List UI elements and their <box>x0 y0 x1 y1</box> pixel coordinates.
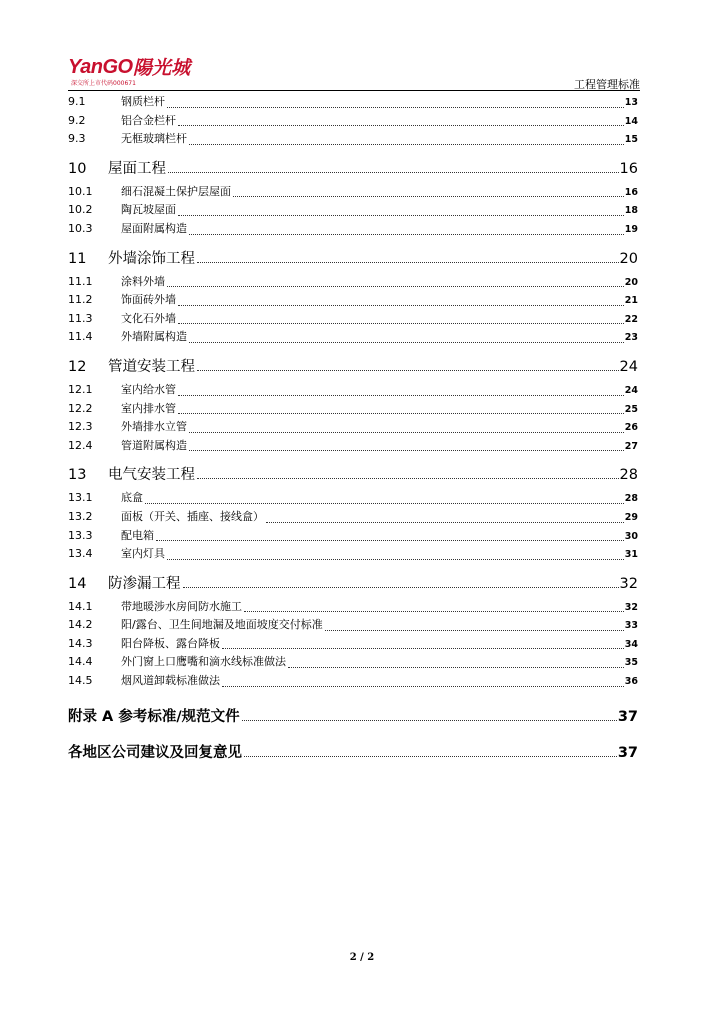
toc-entry-number: 10 <box>68 160 87 177</box>
toc-entry-page: 14 <box>624 115 638 127</box>
header-rule <box>68 90 640 91</box>
toc-entry-page: 37 <box>617 744 638 761</box>
toc-dot-leader <box>178 201 624 220</box>
toc-subsection-entry[interactable] <box>68 489 638 508</box>
toc-entry-title: 涂料外墙 <box>121 274 165 288</box>
toc-entry-number: 12.2 <box>68 401 93 415</box>
toc-entry-page: 26 <box>624 422 638 434</box>
toc-entry-title: 管道安装工程 <box>108 358 195 375</box>
toc-entry-title: 室内给水管 <box>121 382 176 396</box>
toc-dot-leader <box>167 93 624 112</box>
toc-entry-number: 11.2 <box>68 293 93 307</box>
toc-appendix-entry[interactable] <box>68 705 638 725</box>
toc-dot-leader <box>183 572 619 592</box>
page-header <box>68 52 640 90</box>
toc-dot-leader <box>325 616 624 635</box>
toc-entry-number: 11.4 <box>68 330 93 344</box>
toc-entry-number: 13.3 <box>68 528 93 542</box>
toc-chapter-entry[interactable] <box>68 463 638 483</box>
table-of-contents <box>68 93 638 761</box>
toc-subsection-entry[interactable] <box>68 418 638 437</box>
toc-entry-number: 10.1 <box>68 184 93 198</box>
toc-dot-leader <box>167 545 624 564</box>
toc-appendix-entry[interactable] <box>68 741 638 761</box>
toc-entry-title: 铝合金栏杆 <box>121 113 176 127</box>
toc-entry-page: 16 <box>619 160 638 177</box>
toc-entry-page: 13 <box>624 97 638 108</box>
toc-subsection-entry[interactable] <box>68 527 638 546</box>
toc-entry-page: 20 <box>624 276 638 288</box>
toc-chapter-entry[interactable] <box>68 247 638 267</box>
toc-subsection-entry[interactable] <box>68 653 638 672</box>
toc-entry-title: 各地区公司建议及回复意见 <box>68 744 242 761</box>
toc-entry-number: 14.4 <box>68 655 93 669</box>
toc-dot-leader <box>189 418 624 437</box>
toc-entry-number: 13 <box>68 467 87 484</box>
toc-entry-title: 配电箱 <box>121 528 154 542</box>
toc-entry-title: 外墙排水立管 <box>121 420 187 434</box>
toc-entry-number: 11.1 <box>68 274 93 288</box>
toc-entry-page: 20 <box>619 250 638 267</box>
page-number: 2 / 2 <box>349 952 375 963</box>
toc-subsection-entry[interactable] <box>68 508 638 527</box>
toc-dot-leader <box>197 355 619 375</box>
toc-entry-page: 27 <box>624 440 638 452</box>
toc-entry-number: 14 <box>68 575 87 592</box>
toc-entry-title: 电气安装工程 <box>108 467 195 484</box>
logo-latin-text: YanGO <box>68 56 133 78</box>
toc-subsection-entry[interactable] <box>68 400 638 419</box>
toc-entry-title: 陶瓦坡屋面 <box>121 203 176 217</box>
toc-subsection-entry[interactable] <box>68 437 638 456</box>
toc-dot-leader <box>178 112 624 131</box>
toc-entry-title: 室内排水管 <box>121 401 176 415</box>
toc-subsection-entry[interactable] <box>68 598 638 617</box>
toc-subsection-entry[interactable] <box>68 672 638 691</box>
toc-entry-title: 文化石外墙 <box>121 311 176 325</box>
toc-entry-number: 9.2 <box>68 113 86 127</box>
toc-dot-leader <box>178 381 624 400</box>
toc-entry-page: 36 <box>624 676 638 688</box>
toc-entry-page: 32 <box>619 575 638 592</box>
toc-entry-title: 屋面附属构造 <box>121 221 187 235</box>
toc-entry-number: 14.3 <box>68 636 93 650</box>
document-title: 工程管理标准 <box>574 78 640 91</box>
toc-dot-leader <box>145 489 624 508</box>
toc-dot-leader <box>244 741 617 761</box>
toc-dot-leader <box>244 598 624 617</box>
toc-entry-page: 21 <box>624 295 638 307</box>
toc-subsection-entry[interactable] <box>68 545 638 564</box>
toc-chapter-entry[interactable] <box>68 572 638 592</box>
toc-subsection-entry[interactable] <box>68 201 638 220</box>
toc-entry-title: 管道附属构造 <box>121 438 187 452</box>
toc-entry-title: 室内灯具 <box>121 547 165 561</box>
toc-entry-number: 9.3 <box>68 132 86 146</box>
toc-entry-page: 34 <box>624 638 638 650</box>
toc-subsection-entry[interactable] <box>68 328 638 347</box>
toc-entry-page: 22 <box>624 313 638 325</box>
toc-entry-title: 附录 A 参考标准/规范文件 <box>68 708 240 725</box>
toc-entry-page: 24 <box>624 384 638 396</box>
toc-entry-title: 防渗漏工程 <box>108 575 181 592</box>
toc-dot-leader <box>242 705 617 725</box>
toc-entry-title: 烟风道卸载标准做法 <box>121 674 220 688</box>
toc-subsection-entry[interactable] <box>68 616 638 635</box>
toc-entry-page: 33 <box>624 620 638 632</box>
toc-entry-page: 28 <box>619 467 638 484</box>
toc-entry-page: 16 <box>624 186 638 198</box>
toc-subsection-entry[interactable] <box>68 273 638 292</box>
toc-entry-page: 32 <box>624 601 638 613</box>
toc-entry-title: 屋面工程 <box>108 160 166 177</box>
toc-dot-leader <box>167 273 624 292</box>
toc-entry-number: 9.1 <box>68 95 86 108</box>
toc-entry-title: 阳台降板、露台降板 <box>121 636 220 650</box>
toc-entry-number: 12.4 <box>68 438 93 452</box>
toc-entry-number: 14.2 <box>68 618 93 632</box>
logo-subtitle: 深交所上市代码000671 <box>71 80 136 87</box>
toc-subsection-entry[interactable] <box>68 112 638 131</box>
toc-entry-number: 14.1 <box>68 599 93 613</box>
toc-chapter-entry[interactable] <box>68 355 638 375</box>
toc-subsection-entry[interactable] <box>68 130 638 149</box>
toc-dot-leader <box>189 437 624 456</box>
toc-entry-page: 19 <box>624 223 638 235</box>
toc-entry-title: 外门窗上口鹰嘴和滴水线标准做法 <box>121 655 286 669</box>
toc-entry-page: 31 <box>624 549 638 561</box>
toc-entry-number: 10.2 <box>68 203 93 217</box>
toc-entry-page: 23 <box>624 332 638 344</box>
toc-entry-page: 15 <box>624 134 638 146</box>
toc-dot-leader <box>222 672 624 691</box>
toc-entry-number: 13.2 <box>68 509 93 523</box>
toc-dot-leader <box>178 291 624 310</box>
toc-entry-title: 带地暖涉水房间防水施工 <box>121 599 242 613</box>
logo-cjk-text: 陽光城 <box>133 57 191 79</box>
toc-entry-number: 12.3 <box>68 420 93 434</box>
toc-entry-title: 钢质栏杆 <box>121 95 165 108</box>
toc-subsection-entry[interactable] <box>68 93 638 112</box>
toc-chapter-entry[interactable] <box>68 157 638 177</box>
toc-dot-leader <box>178 310 624 329</box>
toc-entry-number: 13.1 <box>68 491 93 505</box>
toc-entry-page: 37 <box>617 708 638 725</box>
toc-dot-leader <box>189 130 624 149</box>
toc-dot-leader <box>168 157 619 177</box>
toc-entry-number: 11.3 <box>68 311 93 325</box>
toc-entry-page: 28 <box>624 493 638 505</box>
toc-dot-leader <box>197 463 619 483</box>
toc-subsection-entry[interactable] <box>68 635 638 654</box>
toc-entry-page: 29 <box>624 511 638 523</box>
toc-entry-number: 14.5 <box>68 674 93 688</box>
toc-entry-title: 细石混凝土保护层屋面 <box>121 184 231 198</box>
toc-entry-page: 18 <box>624 205 638 217</box>
toc-dot-leader <box>222 635 624 654</box>
toc-subsection-entry[interactable] <box>68 291 638 310</box>
toc-entry-title: 饰面砖外墙 <box>121 293 176 307</box>
toc-entry-number: 12.1 <box>68 382 93 396</box>
toc-entry-page: 30 <box>624 530 638 542</box>
toc-subsection-entry[interactable] <box>68 183 638 202</box>
toc-entry-number: 12 <box>68 358 87 375</box>
toc-entry-title: 面板（开关、插座、接线盒） <box>121 509 264 523</box>
toc-dot-leader <box>189 220 624 239</box>
toc-entry-title: 无框玻璃栏杆 <box>121 132 187 146</box>
toc-entry-page: 25 <box>624 403 638 415</box>
toc-entry-title: 阳/露台、卫生间地漏及地面坡度交付标准 <box>121 618 323 632</box>
toc-dot-leader <box>266 508 624 527</box>
toc-entry-title: 外墙附属构造 <box>121 330 187 344</box>
toc-entry-number: 10.3 <box>68 221 93 235</box>
toc-subsection-entry[interactable] <box>68 220 638 239</box>
toc-dot-leader <box>189 328 624 347</box>
toc-entry-number: 13.4 <box>68 547 93 561</box>
toc-dot-leader <box>233 183 624 202</box>
toc-dot-leader <box>156 527 624 546</box>
toc-entry-page: 35 <box>624 657 638 669</box>
toc-subsection-entry[interactable] <box>68 381 638 400</box>
toc-dot-leader <box>178 400 624 419</box>
toc-entry-number: 11 <box>68 250 87 267</box>
toc-dot-leader <box>197 247 619 267</box>
toc-entry-title: 底盒 <box>121 491 143 505</box>
toc-entry-page: 24 <box>619 358 638 375</box>
toc-entry-title: 外墙涂饰工程 <box>108 250 195 267</box>
toc-dot-leader <box>288 653 624 672</box>
toc-subsection-entry[interactable] <box>68 310 638 329</box>
